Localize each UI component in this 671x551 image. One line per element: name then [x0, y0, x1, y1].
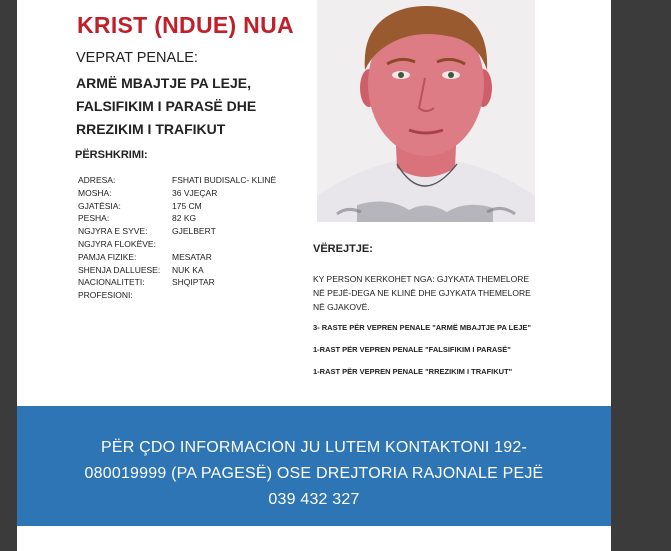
detail-value: [172, 289, 328, 302]
wanted-poster-page: [17, 0, 611, 551]
description-table: [78, 174, 328, 302]
remarks-label: VËREJTJE:: [313, 243, 373, 255]
detail-label: PAMJA FIZIKE:: [78, 251, 137, 262]
detail-value: 82 KG: [172, 213, 197, 224]
contact-line: PËR ÇDO INFORMACION JU LUTEM KONTAKTONI 192-: [100, 439, 528, 456]
detail-value: GJELBERT: [172, 226, 216, 237]
detail-value: MESATAR: [172, 251, 212, 262]
crime-item: RREZIKIM I TRAFIKUT: [76, 121, 226, 137]
case-line: 1-RAST PËR VEPREN PENALE "FALSIFIKIM I PARASË": [313, 345, 511, 354]
suspect-photo: [317, 0, 535, 222]
detail-label: NGJYRA FLOKËVE:: [78, 238, 156, 249]
contact-banner: [17, 406, 611, 526]
detail-row: [78, 238, 328, 251]
detail-label: ADRESA:: [78, 175, 116, 185]
case-line: 1-RAST PËR VEPREN PENALE "RREZIKIM I TRAFIKUT": [313, 367, 513, 376]
wanted-person-name: KRIST (NDUE) NUA: [77, 12, 294, 38]
remarks-text: [313, 272, 563, 314]
crimes-list: [76, 72, 321, 141]
detail-row: [78, 264, 328, 277]
detail-row: [78, 212, 328, 225]
detail-label: MOSHA:: [78, 187, 112, 198]
detail-value: NUK KA: [172, 264, 204, 275]
remarks-line: NË PEJË-DEGA NE KLINË DHE GJYKATA THEMELORE: [313, 288, 531, 298]
detail-label: NGJYRA E SYVE:: [78, 226, 148, 237]
detail-value: 36 VJEÇAR: [172, 187, 218, 198]
detail-label: PESHA:: [78, 213, 110, 224]
detail-row: [78, 200, 328, 213]
contact-text: [17, 435, 611, 513]
contact-line: 080019999 (PA PAGESË) OSE DREJTORIA RAJONALE PEJË: [84, 465, 544, 482]
contact-line: 039 432 327: [268, 491, 360, 508]
detail-value: FSHATI BUDISALC- KLINË: [172, 175, 277, 185]
detail-row: [78, 251, 328, 264]
detail-value: SHQIPTAR: [172, 277, 215, 288]
remarks-line: KY PERSON KERKOHET NGA: GJYKATA THEMELORE: [313, 274, 530, 284]
case-line: 3- RASTE PËR VEPREN PENALE "ARMË MBAJTJE PA LEJE": [313, 323, 531, 332]
detail-value: 175 CM: [172, 200, 202, 211]
detail-label: GJATËSIA:: [78, 200, 121, 211]
detail-row: [78, 225, 328, 238]
detail-label: PROFESIONI:: [78, 290, 133, 301]
detail-row: [78, 187, 328, 200]
detail-row: [78, 174, 328, 187]
crimes-label: VEPRAT PENALE:: [76, 50, 198, 66]
detail-label: SHENJA DALLUESE:: [78, 264, 161, 275]
remarks-line: NË GJAKOVË.: [313, 302, 370, 312]
crime-item: ARMË MBAJTJE PA LEJE,: [76, 75, 252, 91]
description-label: PËRSHKRIMI:: [75, 149, 148, 161]
detail-label: NACIONALITETI:: [78, 277, 145, 288]
detail-value: [172, 238, 328, 251]
detail-row: [78, 289, 328, 302]
detail-row: [78, 276, 328, 289]
crime-item: FALSIFIKIM I PARASË DHE: [76, 98, 257, 114]
